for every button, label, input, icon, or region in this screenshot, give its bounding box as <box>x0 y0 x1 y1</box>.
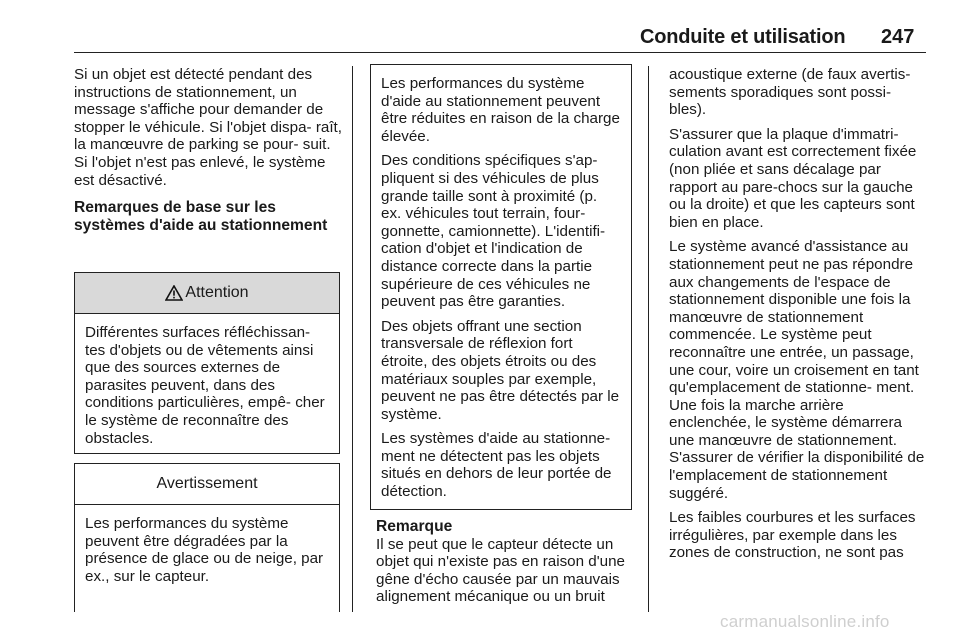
warning-title: Avertissement <box>156 475 258 493</box>
note-title: Remarque <box>376 518 453 535</box>
warning-box-header <box>75 464 339 505</box>
paragraph: Si un objet est détecté pendant des instructions de stationnement, un message s'affiche pour demander de stopper le véhicule. Si l'objet dispa- raît, la manœuvre de parking se pour- suit. Si l'objet n'est pas enlevé, le système est désactivé. <box>74 66 342 189</box>
paragraph: Les faibles courbures et les surfaces irrégulières, par exemple dans les zones de construction, ne sont pas <box>669 509 916 562</box>
page-header-title: Conduite et utilisation <box>640 26 846 48</box>
paragraph: Le système avancé d'assistance au stationnement peut ne pas répondre aux changements de l'espace de stationnement disponible une fois la manœuvre de stationnement commencée. Le système peut reconnaître une entrée, un passage, une cour, voire un croisement en tant qu'emplacement de stationne- ment. Une fois la marche arrière enclenchée, le système démarrera une manœuvre de stationnement. S'assurer de vérifier la disponibilité de l'emplacement de stationnement suggéré. <box>669 238 925 502</box>
paragraph: acoustique externe (de faux avertis- sements sporadiques sont possi- bles). <box>669 66 911 119</box>
note-text: Il se peut que le capteur détecte un objet qui n'existe pas en raison d'une gêne d'écho causée par un mauvais alignement mécanique ou un bruit <box>376 535 625 606</box>
paragraph: Les systèmes d'aide au stationne- ment ne détectent pas les objets situés en dehors de leur portée de détection. <box>381 430 612 501</box>
column-1 <box>74 66 344 234</box>
note-block <box>376 518 638 613</box>
column-divider-1 <box>352 66 353 612</box>
section-heading: Remarques de base sur les systèmes d'aide au stationnement <box>74 199 328 234</box>
paragraph: S'assurer que la plaque d'immatri- culation avant est correctement fixée (non pliée et sans décalage par rapport au pare-chocs sur la gauche ou la droite) et que les capteurs sont bien en place. <box>669 125 917 231</box>
warning-text: Les performances du système peuvent être dégradées par la présence de glace ou de neige, par ex., sur le capteur. <box>85 515 324 585</box>
page-number: 247 <box>881 26 915 48</box>
paragraph: Des conditions spécifiques s'ap- pliquent si des véhicules de plus grande taille sont à proximité (p. ex. véhicules tout terrain, four- gonnette, camionnette). L'identifi- cation d'objet et l'indication de distance correcte dans la partie supérieure de ces véhicules ne peuvent pas être garanties. <box>381 152 606 311</box>
column-2-box <box>370 64 632 510</box>
attention-box-header <box>75 273 339 314</box>
header-divider <box>74 52 926 53</box>
paragraph: Les performances du système d'aide au stationnement peuvent être réduites en raison de la charge élevée. <box>381 75 620 145</box>
attention-box <box>74 272 340 454</box>
column-divider-2 <box>648 66 649 612</box>
watermark: carmanualsonline.info <box>720 612 890 631</box>
paragraph: Des objets offrant une section transversale de réflexion fort étroite, des objets étroits ou des matériaux souples par exemple, peuvent ne pas être détectés par le système. <box>381 317 620 423</box>
attention-text: Différentes surfaces réfléchissan- tes d'objets ou de vêtements ainsi que des sources externes de parasites peuvent, dans des conditions particulières, empê- cher le système de reconnaître des obstacles. <box>85 324 325 447</box>
warning-box <box>74 463 340 612</box>
column-3 <box>669 66 927 569</box>
warning-triangle-icon <box>165 285 183 301</box>
attention-title: Attention <box>185 284 249 302</box>
